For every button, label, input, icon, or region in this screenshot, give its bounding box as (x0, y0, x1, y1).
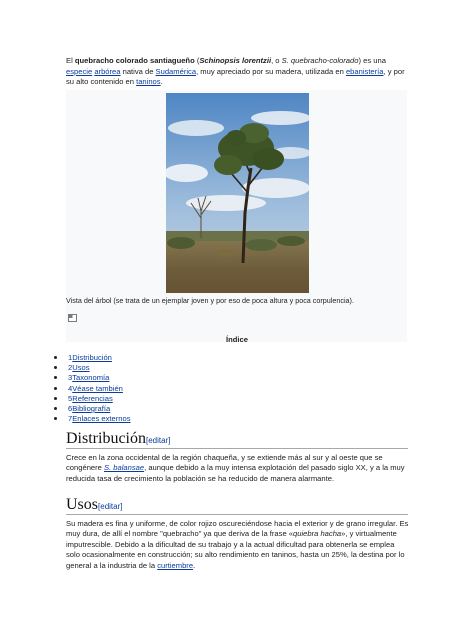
intro-paragraph (66, 56, 412, 88)
article-subject-bold: quebracho colorado santiagueño (74, 56, 195, 65)
intro-text: ) es una (358, 56, 386, 65)
enlarge-icon[interactable] (68, 314, 77, 322)
toc-link[interactable]: Enlaces externos (72, 414, 131, 424)
heading-text: Usos (66, 496, 99, 513)
intro-text: ( (194, 56, 200, 65)
link-sudamerica[interactable]: Sudamérica (155, 66, 197, 76)
tree-photo-graphic (166, 93, 309, 293)
toc-link[interactable]: Referencias (72, 393, 113, 403)
section-heading-distribucion (66, 430, 170, 448)
link-especie[interactable]: especie (66, 66, 93, 76)
alternate-scientific-name: S. quebracho-colorado (281, 56, 359, 65)
intro-text: nativa de (120, 66, 156, 76)
toc-link[interactable]: Taxonomía (72, 373, 110, 383)
toc-link[interactable]: Usos (72, 363, 90, 373)
heading-divider (66, 514, 408, 515)
toc-item-referencias[interactable]: 5Referencias (54, 394, 131, 404)
toc-title: Índice (226, 335, 248, 344)
intro-text: El (66, 56, 75, 65)
link-arborea[interactable]: arbórea (94, 66, 121, 76)
table-of-contents (54, 353, 131, 424)
link-taninos[interactable]: taninos (136, 77, 161, 87)
heading-divider (66, 448, 408, 449)
paragraph-distribucion: Crece en la zona occidental de la región chaqueña, y se extiende más al sur y al oeste que se congénere S. balansae, aunque debido a la muy intensa explotación del pasado siglo XX, y a la muy reducida tasa de crecimiento la población se ha reducido de manera alarmante. (66, 453, 405, 483)
toc-link[interactable]: Bibliografía (72, 404, 111, 414)
toc-item-bibliografia[interactable]: 6Bibliografía (54, 404, 131, 414)
tree-photo[interactable] (166, 93, 309, 293)
bullet-icon (54, 407, 57, 410)
toc-item-usos[interactable]: 2Usos (54, 363, 131, 373)
toc-item-vease-tambien[interactable]: 4Véase también (54, 384, 131, 394)
link-curtiembre[interactable]: curtiembre (157, 560, 194, 570)
intro-text: , y por su alto contenido en (66, 66, 405, 87)
intro-text: , o (271, 56, 282, 65)
section-heading-usos (66, 496, 122, 514)
intro-text: , muy apreciado por su madera, utilizada en (196, 66, 346, 76)
heading-text: Distribución (66, 430, 146, 447)
bullet-icon (54, 356, 57, 359)
bullet-icon (54, 366, 57, 369)
toc-link[interactable]: Distribución (72, 353, 112, 362)
toc-item-distribucion[interactable]: 1Distribución (54, 353, 131, 363)
bullet-icon (54, 376, 57, 379)
edit-link[interactable]: [editar] (98, 502, 123, 511)
bullet-icon (54, 387, 57, 390)
intro-text: . (160, 77, 163, 87)
quoted-phrase: quiebra hacha (293, 529, 342, 539)
link-s-balansae[interactable]: S. balansae (104, 463, 145, 473)
edit-link[interactable]: [editar] (146, 436, 171, 445)
paragraph-usos: Su madera es fina y uniforme, de color rojizo oscureciéndose hacia el exterior y de grano irregular. Es muy dura, de allí el nombre "quebracho" ya que deriva de la frase «quiebra hacha», y virtualmente imputrescible. Debido a la dificultad de su trabajo y a la actual dificultad para obtenerla se emplea solo ocasionalmente en construcción; su alto rendimiento en taninos, hasta un 25%, la destina por lo general a la industria de la curtiembre. (66, 519, 409, 570)
toc-item-taxonomia[interactable]: 3Taxonomía (54, 373, 131, 383)
toc-item-enlaces-externos[interactable]: 7Enlaces externos (54, 414, 131, 424)
toc-link[interactable]: Véase también (72, 383, 123, 393)
scientific-name: Schinopsis lorentzii (199, 56, 272, 65)
bullet-icon (54, 397, 57, 400)
bullet-icon (54, 417, 57, 420)
figure-caption: Vista del árbol (se trata de un ejemplar joven y por eso de poca altura y poca corpulencia). (66, 296, 354, 305)
link-ebanisteria[interactable]: ebanistería (345, 66, 384, 76)
